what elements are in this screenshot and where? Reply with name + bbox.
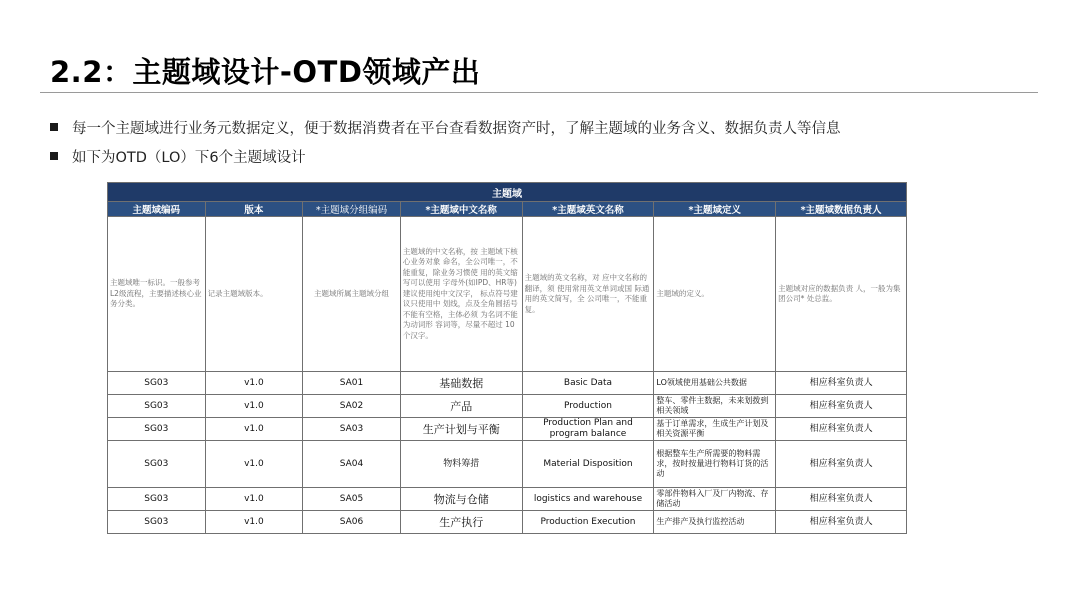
cell-version: v1.0 (205, 395, 303, 418)
cell-definition: 生产排产及执行监控活动 (654, 511, 776, 534)
table-group-header-row (108, 183, 907, 202)
cell-group-code: SA05 (303, 488, 401, 511)
column-header-en-name: *主题域英文名称 (522, 202, 654, 217)
cell-cn-name: 生产计划与平衡 (400, 418, 522, 441)
cell-owner: 相应科室负责人 (776, 418, 907, 441)
description-cell-en-name: 主题域的英文名称，对 应中文名称的翻译，须 使用常用英文单词或国 际通用的英文简写，全 公司唯一，不能重复。 (522, 217, 654, 372)
column-header-owner: *主题域数据负责人 (776, 202, 907, 217)
cell-code: SG03 (108, 488, 206, 511)
table-group-header: 主题域 (108, 183, 907, 202)
cell-owner: 相应科室负责人 (776, 488, 907, 511)
column-header-definition: *主题域定义 (654, 202, 776, 217)
cell-code: SG03 (108, 418, 206, 441)
description-cell-version: 记录主题域版本。 (205, 217, 303, 372)
cell-definition: LO领域使用基础公共数据 (654, 372, 776, 395)
cell-code: SG03 (108, 441, 206, 488)
bullet-text: 如下为OTD（LO）下6个主题域设计 (72, 150, 306, 166)
description-row (108, 217, 907, 372)
description-cell-code: 主题域唯一标识。一般参考L2级流程，主要描述核心业务分类。 (108, 217, 206, 372)
cell-group-code: SA01 (303, 372, 401, 395)
description-cell-owner: 主题域对应的数据负责 人，一般为集团公司* 处总监。 (776, 217, 907, 372)
cell-en-name: Production Execution (522, 511, 654, 534)
cell-definition: 根据整车生产所需要的物料需求，按时按量进行物料订货的活动 (654, 441, 776, 488)
cell-group-code: SA06 (303, 511, 401, 534)
cell-code: SG03 (108, 511, 206, 534)
column-header-cn-name: *主题域中文名称 (400, 202, 522, 217)
cell-cn-name: 物料筹措 (400, 441, 522, 488)
table-row (108, 441, 907, 488)
cell-en-name: Production Plan and program balance (522, 418, 654, 441)
cell-owner: 相应科室负责人 (776, 511, 907, 534)
square-bullet-icon (50, 152, 58, 160)
table-row (108, 488, 907, 511)
cell-code: SG03 (108, 395, 206, 418)
cell-version: v1.0 (205, 418, 303, 441)
description-cell-definition: 主题域的定义。 (654, 217, 776, 372)
cell-owner: 相应科室负责人 (776, 441, 907, 488)
column-header-version: 版本 (205, 202, 303, 217)
cell-code: SG03 (108, 372, 206, 395)
page-title: 2.2：主题域设计-OTD领域产出 (50, 55, 481, 89)
cell-cn-name: 物流与仓储 (400, 488, 522, 511)
table-column-header-row (108, 202, 907, 217)
cell-version: v1.0 (205, 441, 303, 488)
cell-version: v1.0 (205, 488, 303, 511)
cell-cn-name: 产品 (400, 395, 522, 418)
bullet-text: 每一个主题域进行业务元数据定义，便于数据消费者在平台查看数据资产时，了解主题域的业务含义、数据负责人等信息 (72, 121, 841, 137)
cell-en-name: Basic Data (522, 372, 654, 395)
table-row (108, 372, 907, 395)
cell-definition: 整车、零件主数据，未来划拨到相关领域 (654, 395, 776, 418)
description-cell-cn-name: 主题域的中文名称，按 主题域下核心业务对象 命名，全公司唯一，不 能重复，除业务习惯使 用的英文缩写可以使用 字母外(如IPD、HR等) 建议使用纯中文汉字， 标点符号建议只使用中 划线，点及全角圆括号 不能有空格，主体必须 为名词不能为动词形 容词等，尽量不超过 10个汉字。 (400, 217, 522, 372)
cell-definition: 基于订单需求，生成生产计划及相关资源平衡 (654, 418, 776, 441)
cell-version: v1.0 (205, 372, 303, 395)
cell-group-code: SA02 (303, 395, 401, 418)
title-divider (40, 92, 1038, 93)
table-row (108, 418, 907, 441)
table-row (108, 395, 907, 418)
cell-cn-name: 生产执行 (400, 511, 522, 534)
cell-cn-name: 基础数据 (400, 372, 522, 395)
cell-owner: 相应科室负责人 (776, 372, 907, 395)
column-header-code: 主题域编码 (108, 202, 206, 217)
column-header-group-code: *主题域分组编码 (303, 202, 401, 217)
table-row (108, 511, 907, 534)
cell-group-code: SA03 (303, 418, 401, 441)
cell-definition: 零部件物料入厂及厂内物流、存储活动 (654, 488, 776, 511)
bullet-item (50, 146, 306, 167)
cell-en-name: logistics and warehouse (522, 488, 654, 511)
cell-en-name: Material Disposition (522, 441, 654, 488)
square-bullet-icon (50, 123, 58, 131)
cell-group-code: SA04 (303, 441, 401, 488)
cell-en-name: Production (522, 395, 654, 418)
bullet-item (50, 117, 841, 138)
subject-domain-table (107, 182, 907, 534)
description-cell-group-code: 主题域所属主题域分组 (303, 217, 401, 372)
cell-version: v1.0 (205, 511, 303, 534)
cell-owner: 相应科室负责人 (776, 395, 907, 418)
